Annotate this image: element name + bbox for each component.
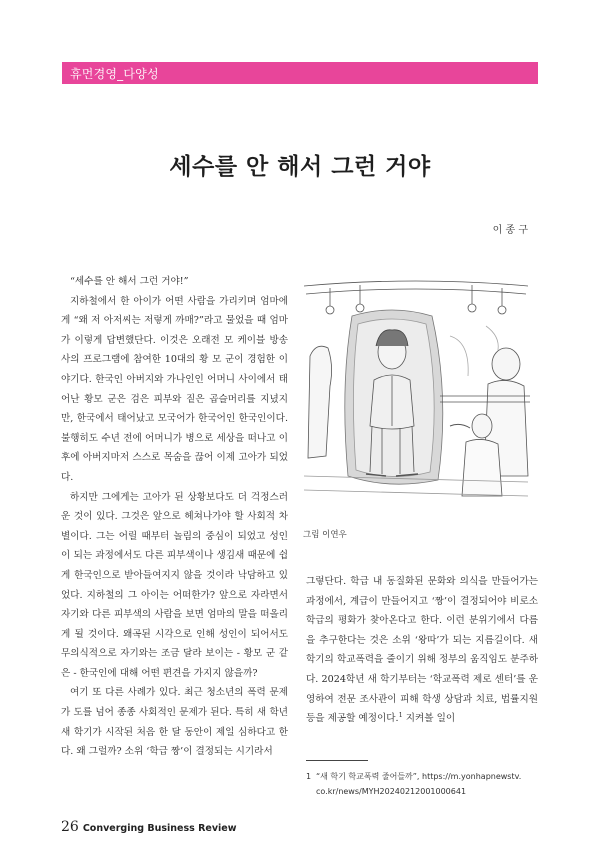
paragraph-text: 그렇단다. 학급 내 동질화된 문화와 의식을 만들어가는 과정에서, 계급이 만들어지고 ‘짱’이 결정되어야 비로소 학급의 평화가 찾아온다고 한다. 이런 분위기에서 다름을 추구한다는 것은 소위 ‘왕따’가 되는 지름길이다. 새 학기의 학교폭력을 줄이기 위해 정부의 움직임도 분주하다. 2024학년 새 학기부터는 ‘학교폭력 제로 센터’를 운영하여 전문 조사관이 피해 학생 상담과 치료, 법률지원 등을 제공할 예정이다. — [306, 576, 538, 725]
article-author: 이 종 구 — [492, 225, 528, 236]
page-number: 26 — [61, 819, 79, 835]
footnote-reference[interactable]: 1 — [398, 710, 403, 719]
page-footer — [61, 816, 237, 835]
paragraph: “세수를 안 해서 그런 거야!” — [70, 276, 189, 287]
footnote-number: 1 — [306, 772, 312, 781]
footnote-text[interactable]: “새 학기 학교폭력 줄어들까”, https://m.yonhapnewstv. — [316, 772, 522, 781]
section-label: 휴먼경영_다양성 — [70, 67, 159, 81]
right-text-column — [306, 572, 538, 729]
sketch-illustration — [300, 276, 532, 504]
footnote — [306, 769, 542, 799]
paragraph: 지하철에서 한 아이가 어떤 사람을 가리키며 엄마에게 “왜 저 아저씨는 저렇게 까매?”라고 물었을 때 엄마가 이렇게 답변했단다. 이것은 오래전 모 케이블 방송사의 프로그램에 참여한 10대의 황 모 군이 경험한 이야기다. 한국인 아버지와 가나인인 어머니 사이에서 태어난 황모 군은 검은 피부와 짙은 곱슬머리를 지녔지만, 한국에서 태어났고 모국어가 한국어인 한국인이다. 불행히도 수년 전에 어머니가 병으로 세상을 떠나고 이후에 아버지마저 스스로 목숨을 끊어 이제 고아가 되었다. — [61, 295, 288, 483]
footnote-divider — [306, 760, 368, 761]
section-header-bar — [62, 62, 538, 84]
paragraph-tail: 지켜볼 일이 — [402, 713, 456, 725]
figure-caption: 그림 이연우 — [303, 530, 347, 540]
left-text-column — [61, 272, 288, 762]
paragraph: 하지만 그에게는 고아가 된 상황보다도 더 걱정스러운 것이 있다. 그것은 앞으로 헤쳐나가야 할 사회적 차별이다. 그는 어릴 때부터 놀림의 중심이 되었고 성인이 되는 과정에서도 다른 피부색이나 생김새 때문에 쉽게 한국인으로 받아들여지지 않을 것이라 낙담하고 있었다. 지하철의 그 아이는 어떠한가? 앞으로 자라면서 자기와 다른 피부색의 사람을 보면 엄마의 말을 떠올리게 될 것이다. 왜곡된 시각으로 인해 성인이 되어서도 무의식적으로 자기와는 조금 달라 보이는 - 황모 군 같은 - 한국인에 대해 어떤 편견을 가지지 않을까? — [61, 491, 288, 679]
magazine-name: Converging Business Review — [82, 823, 237, 834]
paragraph — [306, 572, 538, 729]
footnote-url[interactable]: co.kr/news/MYH20240212001000641 — [316, 787, 467, 796]
paragraph: 여기 또 다른 사례가 있다. 최근 청소년의 폭력 문제가 도를 넘어 종종 사회적인 문제가 된다. 특히 새 학년 새 학기가 시작된 처음 한 달 동안이 제일 심하다고 한다. 왜 그럴까? 소위 ‘학급 짱’이 결정되는 시기라서 — [61, 687, 288, 758]
article-title: 세수를 안 해서 그런 거야 — [169, 154, 431, 180]
